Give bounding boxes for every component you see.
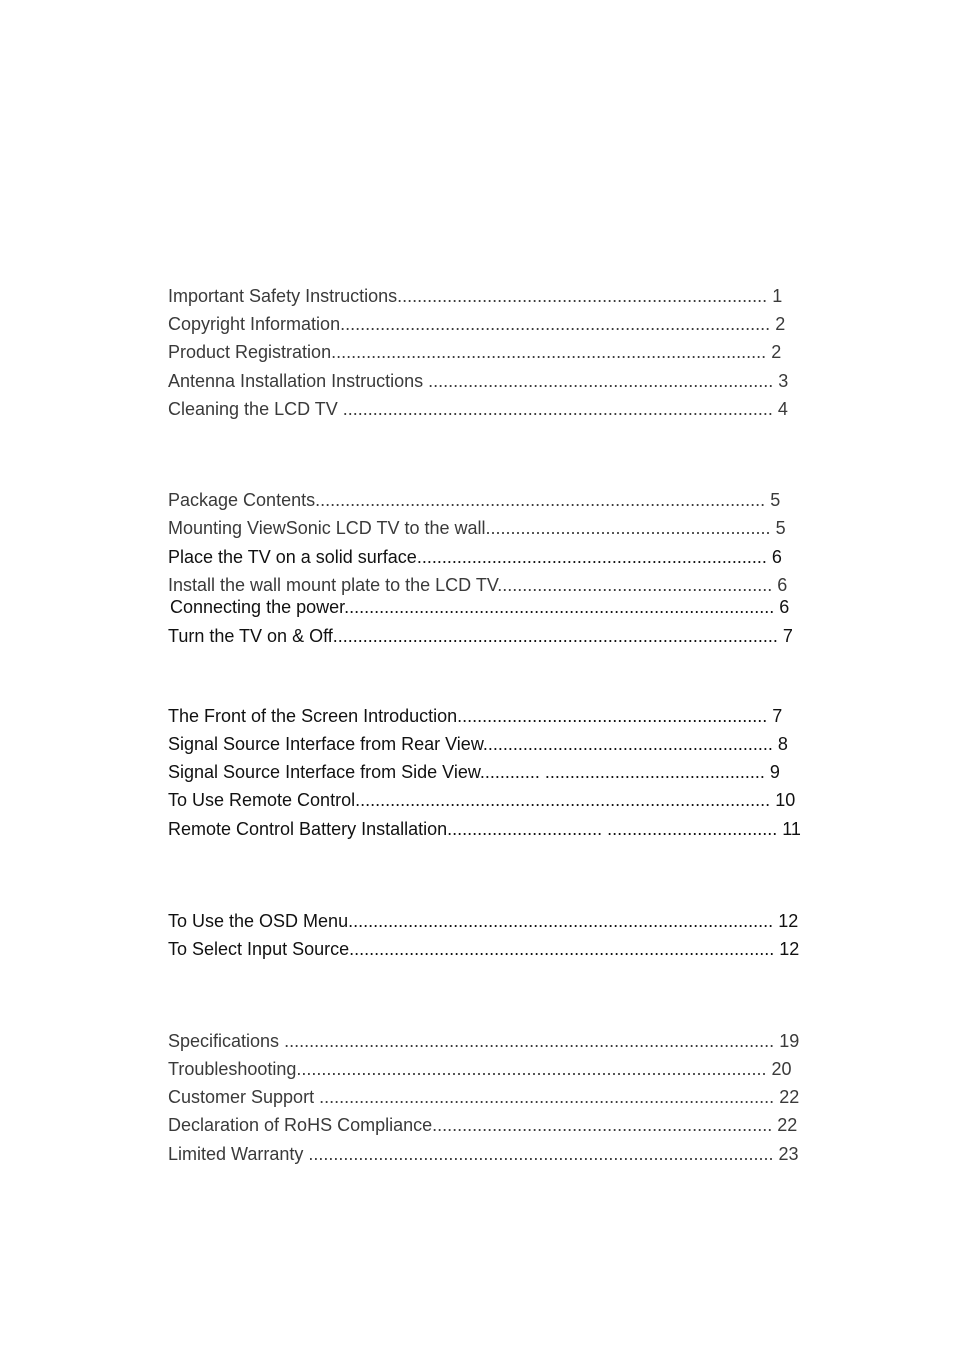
toc-entry-rohs[interactable]	[168, 1114, 797, 1136]
toc-entry-place-tv[interactable]	[168, 546, 782, 568]
toc-page-number: 3	[778, 371, 789, 391]
toc-leader-dots: ............................... ..................................	[447, 819, 778, 839]
toc-leader-dots: ..............................................................................................	[296, 1059, 767, 1079]
toc-leader-dots: ..........................................................................	[397, 286, 768, 306]
toc-page-number: 1	[772, 286, 783, 306]
toc-entry-mounting[interactable]	[168, 517, 786, 539]
toc-entry-side-view[interactable]	[168, 761, 780, 783]
toc-page-number: 2	[775, 314, 786, 334]
toc-entry-cleaning[interactable]	[168, 398, 788, 420]
toc-entry-title: Copyright Information	[168, 314, 341, 334]
toc-leader-dots: ......................................................................................	[342, 399, 773, 419]
toc-entry-title: Remote Control Battery Installation	[168, 819, 448, 839]
toc-leader-dots: ......................................................................	[416, 547, 767, 567]
toc-page-number: 2	[771, 342, 782, 362]
toc-entry-package-contents[interactable]	[168, 489, 780, 511]
toc-page-number: 10	[775, 790, 796, 810]
toc-page-number: 19	[779, 1031, 800, 1051]
toc-entry-title: Install the wall mount plate to the LCD TV	[168, 575, 498, 595]
toc-entry-rear-view[interactable]	[168, 733, 788, 755]
toc-leader-dots: ..............................................................	[457, 706, 768, 726]
toc-entry-title: Turn the TV on & Off	[168, 626, 333, 646]
toc-leader-dots: .....................................................................................	[349, 939, 775, 959]
toc-entry-title: Signal Source Interface from Side View	[168, 762, 480, 782]
toc-leader-dots: ......................................................................................	[340, 314, 771, 334]
toc-page-number: 12	[778, 911, 799, 931]
toc-leader-dots: .....................................................................................	[348, 911, 774, 931]
toc-entry-turn-on-off[interactable]	[168, 625, 793, 647]
toc-leader-dots: ...................................................................................	[355, 790, 771, 810]
toc-page-number: 6	[771, 547, 782, 567]
toc-entry-input-source[interactable]	[168, 938, 799, 960]
toc-page-number: 20	[771, 1059, 792, 1079]
toc-entry-copyright[interactable]	[168, 313, 785, 335]
toc-entry-title: To Use the OSD Menu	[168, 911, 349, 931]
toc-entry-title: To Use Remote Control	[168, 790, 356, 810]
toc-leader-dots: ..........................................................................................	[315, 490, 766, 510]
toc-leader-dots: .......................................................................................	[331, 342, 767, 362]
toc-entry-title: Specifications	[168, 1031, 285, 1051]
toc-page-number: 22	[777, 1115, 798, 1135]
toc-entry-limited-warranty[interactable]	[168, 1143, 799, 1165]
toc-entry-troubleshooting[interactable]	[168, 1058, 792, 1080]
toc-entry-title: Package Contents	[168, 490, 316, 510]
toc-entry-title: Product Registration	[168, 342, 332, 362]
toc-entry-osd-menu[interactable]	[168, 910, 798, 932]
toc-page-number: 6	[779, 597, 790, 617]
toc-entry-front-screen[interactable]	[168, 705, 782, 727]
toc-entry-install-wall-mount[interactable]	[168, 574, 787, 596]
toc-leader-dots: ............ ............................................	[479, 762, 765, 782]
toc-entry-title: The Front of the Screen Introduction	[168, 706, 458, 726]
toc-leader-dots: .........................................................	[485, 518, 771, 538]
toc-page-number: 22	[779, 1087, 800, 1107]
toc-entry-customer-support[interactable]	[168, 1086, 799, 1108]
toc-entry-title: Customer Support	[168, 1087, 320, 1107]
toc-entry-remote-control[interactable]	[168, 789, 795, 811]
toc-page-number: 11	[782, 819, 801, 839]
toc-leader-dots: ...........................................................................................	[319, 1087, 775, 1107]
toc-entry-title: Limited Warranty	[168, 1144, 309, 1164]
toc-page-number: 12	[779, 939, 800, 959]
toc-leader-dots: .........................................................................................	[332, 626, 778, 646]
toc-entry-title: Important Safety Instructions	[168, 286, 398, 306]
toc-entry-title: Declaration of RoHS Compliance	[168, 1115, 433, 1135]
toc-entry-antenna-installation[interactable]	[168, 370, 788, 392]
toc-entry-battery-installation[interactable]	[168, 818, 801, 840]
toc-leader-dots: .............................................................................................	[308, 1144, 774, 1164]
toc-entry-important-safety[interactable]	[168, 285, 782, 307]
toc-entry-title: Mounting ViewSonic LCD TV to the wall	[168, 518, 486, 538]
toc-leader-dots: ..........................................................	[482, 734, 773, 754]
toc-page-number: 8	[777, 734, 788, 754]
toc-leader-dots: .......................................................	[497, 575, 773, 595]
toc-leader-dots: .....................................................................	[428, 371, 774, 391]
toc-entry-title: To Select Input Source	[168, 939, 350, 959]
toc-page-number: 23	[778, 1144, 799, 1164]
toc-page-number: 9	[769, 762, 780, 782]
toc-page-number: 5	[775, 518, 786, 538]
toc-page-number: 7	[782, 626, 793, 646]
toc-entry-title: Place the TV on a solid surface	[168, 547, 417, 567]
toc-leader-dots: ......................................................................................	[344, 597, 775, 617]
toc-page-number: 7	[772, 706, 783, 726]
toc-entry-title: Troubleshooting	[168, 1059, 297, 1079]
toc-entry-title: Antenna Installation Instructions	[168, 371, 429, 391]
toc-entry-title: Cleaning the LCD TV	[168, 399, 343, 419]
toc-page-number: 4	[777, 399, 788, 419]
toc-page-number: 5	[770, 490, 781, 510]
toc-leader-dots: ....................................................................	[432, 1115, 773, 1135]
toc-entry-title: Signal Source Interface from Rear View	[168, 734, 483, 754]
toc-entry-title: Connecting the power	[170, 597, 345, 617]
toc-page-number: 6	[777, 575, 788, 595]
toc-entry-connecting-power[interactable]	[170, 596, 789, 618]
toc-leader-dots: ..................................................................................................	[284, 1031, 775, 1051]
toc-entry-specifications[interactable]	[168, 1030, 799, 1052]
toc-entry-product-registration[interactable]	[168, 341, 781, 363]
